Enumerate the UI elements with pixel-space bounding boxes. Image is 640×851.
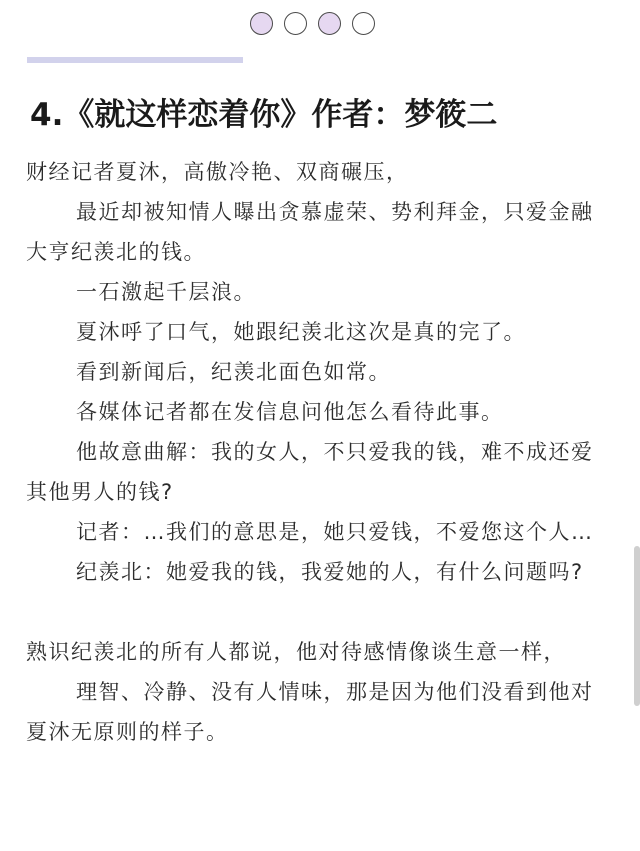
accent-bar bbox=[27, 57, 243, 63]
paragraph: 看到新闻后，纪羡北面色如常。 bbox=[76, 360, 391, 384]
paragraph: 财经记者夏沐，高傲冷艳、双商碾压， bbox=[26, 160, 409, 184]
paragraph: 他故意曲解：我的女人，不只爱我的钱，难不成还爱其他男人的钱? bbox=[26, 440, 594, 504]
paragraph: 最近却被知情人曝出贪慕虚荣、势利拜金，只爱金融大亨纪羡北的钱。 bbox=[26, 200, 594, 264]
dot-empty bbox=[284, 12, 307, 35]
dot-empty bbox=[352, 12, 375, 35]
scrollbar-thumb[interactable] bbox=[634, 546, 640, 706]
paragraph: 熟识纪羡北的所有人都说，他对待感情像谈生意一样， bbox=[26, 640, 566, 664]
dot-filled bbox=[318, 12, 341, 35]
paragraph: 理智、冷静、没有人情味，那是因为他们没看到他对夏沐无原则的样子。 bbox=[26, 680, 594, 744]
book-title: 4.《就这样恋着你》作者：梦筱二 bbox=[30, 97, 498, 133]
paragraph: 纪羡北：她爱我的钱，我爱她的人，有什么问题吗? bbox=[76, 560, 584, 584]
paragraph: 记者：…我们的意思是，她只爱钱，不爱您这个人… bbox=[76, 520, 594, 544]
dot-filled bbox=[250, 12, 273, 35]
pagination-dots bbox=[250, 12, 375, 35]
paragraph: 各媒体记者都在发信息问他怎么看待此事。 bbox=[76, 400, 504, 424]
paragraph: 一石激起千层浪。 bbox=[76, 280, 256, 304]
book-synopsis bbox=[26, 152, 614, 752]
paragraph-gap bbox=[26, 592, 614, 632]
paragraph: 夏沐呼了口气，她跟纪羡北这次是真的完了。 bbox=[76, 320, 526, 344]
